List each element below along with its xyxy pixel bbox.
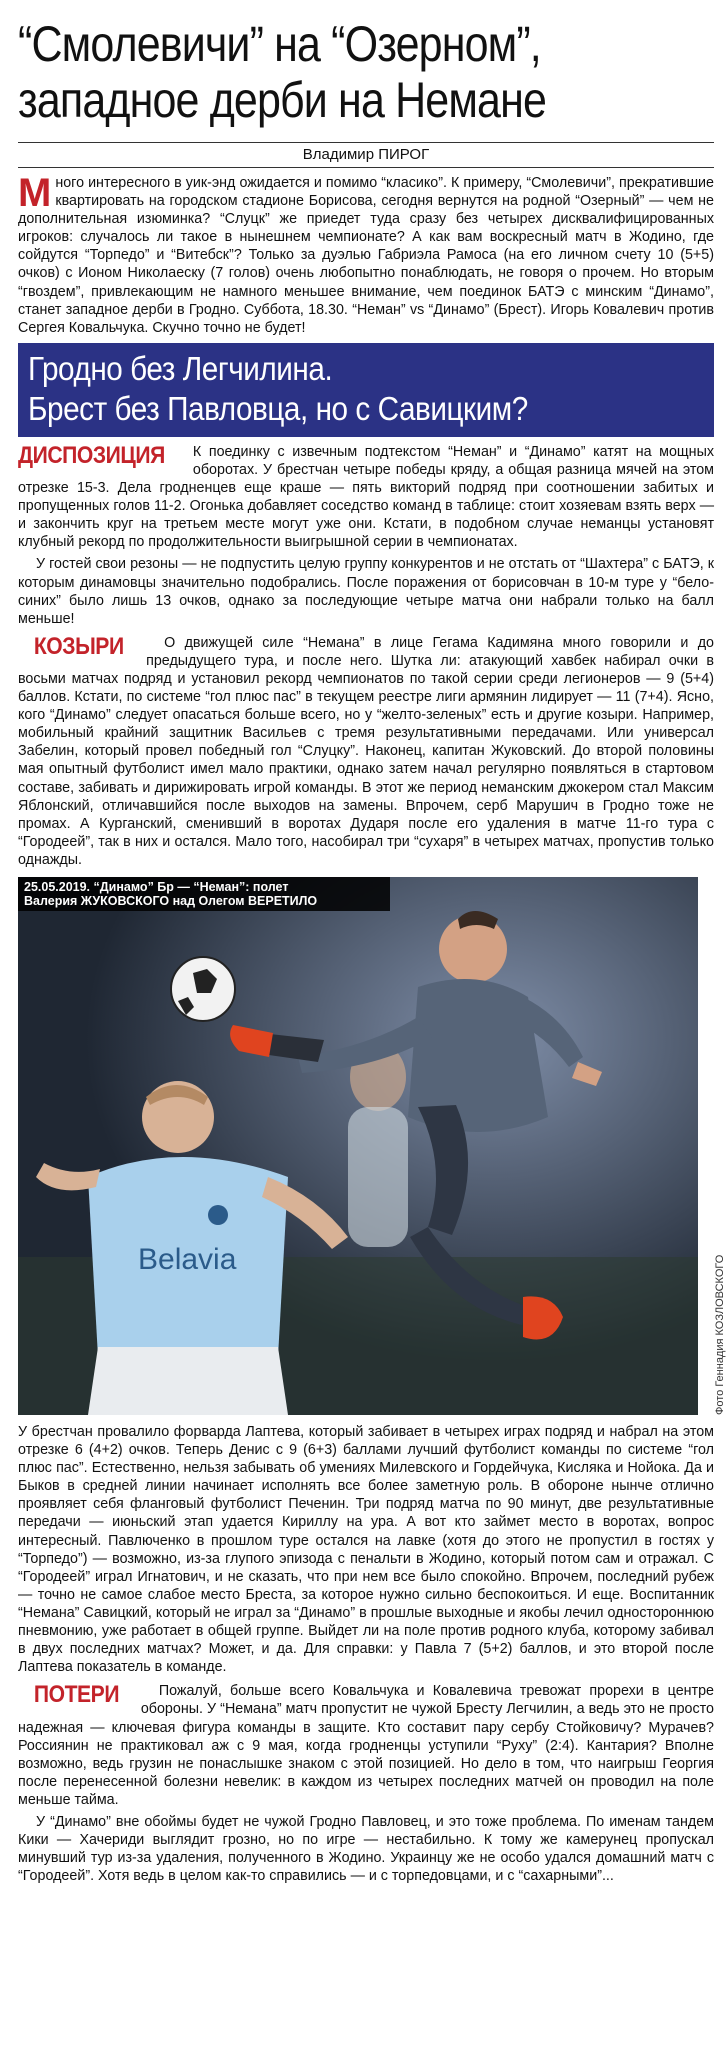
headline-line-2: западное дерби на Немане bbox=[18, 72, 547, 128]
headline-line-1: “Смолевичи” на “Озерном”, bbox=[18, 16, 541, 72]
intro-paragraph bbox=[18, 171, 714, 337]
losses-text-1: Пожалуй, больше всего Ковальчука и Ковалевича тревожат прорехи в центре обороны. У “Немана” матч пропустит не чужой Бресту Легчилин, а ведь это не просто надежная — ключевая фигура команды в защите. Кто составит пару сербу Стойковичу? Мурачев? Россиянин не практиковал аж с 9 мая, когда гродненцы уступили “Руху” (2:4). Кантария? Вполне возможно, ведь грузин не понаслышке знаком с этой позицией. Но дело в том, что наигрыш Георгия после перенесенной болезни невелик: в каждом из четырех последних матчей он проводил на поле меньше тайма. bbox=[18, 1683, 714, 1808]
subheadline-banner bbox=[18, 343, 714, 437]
disposition-paragraph-2: У гостей свои резоны — не подпустить целую группу конкурентов и не отстать от “Шахтера” с БАТЭ, к которым динамовцы значительно подобрались. После поражения от борисовчан в 10-м туре у “бело-синих” было лишь 13 очков, однако за последующие четыре матча они набрали только на балл меньше! bbox=[18, 556, 714, 627]
photo-credit-text: Фото Геннадия КОЗЛОВСКОГО bbox=[714, 1254, 726, 1415]
section3-paragraph: У брестчан провалило форварда Лаптева, который забивает в четырех играх подряд и набрал на этом отрезке 6 (4+2) очков. Теперь Денис с 9 (6+3) баллами лучший футболист команды по системе “гол плюс пас”. Естественно, нельзя забывать об умениях Милевского и Гордейчука, Кисляка и Нойока. Да и Быков в средней линии начинает исполнять все более заметную роль. В обороне нынче отлично проявляет себя фланговый футболист Печенин. Три подряд матча по 90 минут, две результативные передачи — июньский этап удается Кириллу на ура. А вот кто займет место в воротах, вопрос интересный. Павлюченко в прошлом туре остался на лавке (хотя до этого не пропустил в гостях у “Торпедо”) — возможно, из-за глупого эпизода с пенальти в Жодино, который потом сам и отражал. С “Городеей” играл Игнатович, и не сказать, что при нем все было спокойно. Впрочем, последний рубеж — точно не самое слабое место Бреста, за которое нужно сильно беспокоиться. И еще. Воспитанник “Немана” Савицкий, который не играл за “Динамо” в прошлые выходные и якобы лечил одностороннюю пневмонию, уже работает в общей группе. Выйдет ли на поле против родного клуба, которому забивал в двух последних матчах? Может, и да. Для справки: у Павла 7 (5+2) баллов, и это второй после Лаптева показатель в команде. bbox=[18, 1424, 714, 1676]
shirt-sponsor-text: Belavia bbox=[138, 1243, 237, 1276]
headline bbox=[18, 16, 706, 128]
disposition-text-1: К поединку с извечным подтекстом “Неман” и “Динамо” катят на мощных оборотах. У брестчан четыре победы кряду, а общая разница мячей на этом отрезке 15-3. Дела гродненцев еще краше — пять викторий подряд при соотношении забитых и пропущенных голов 11-2. Огонька добавляет соседство команд в таблице: стоит хозяевам взять верх — и закончить круг на третьем месте могут уже они. Кстати, в подобном случае неманцы установят клубный рекорд по продолжительности выигрышной серии в чемпионатах. bbox=[18, 443, 714, 551]
byline-rule bbox=[18, 167, 714, 168]
kicker-trumps: КОЗЫРИ bbox=[33, 632, 124, 660]
photo-caption-line-1: 25.05.2019. “Динамо” Бр — “Неман”: полет bbox=[24, 880, 289, 894]
photo-block bbox=[18, 877, 726, 1415]
losses-paragraph-1 bbox=[18, 1682, 714, 1809]
photo-illustration bbox=[18, 877, 698, 1415]
photo-caption bbox=[18, 877, 390, 911]
banner-line-2: Брест без Павловца, но с Савицким? bbox=[28, 389, 528, 427]
banner-line-1: Гродно без Легчилина. bbox=[28, 349, 333, 387]
top-rule bbox=[18, 142, 714, 143]
byline: Владимир ПИРОГ bbox=[302, 146, 430, 163]
kicker-losses: ПОТЕРИ bbox=[33, 1681, 120, 1709]
intro-text: ного интересного в уик-энд ожидается и помимо “класико”. К примеру, “Смолевичи”, прекратившие квартировать на городском стадионе Борисова, сегодня вернутся на родной “Озерный” — чем не дополнительная изюминка? “Слуцк” же приедет туда сразу без четырех дисквалифицированных игроков: случалось ли такое в нынешнем чемпионате? А как вам воскресный матч в Жодино, где сойдутся “Торпедо” и “Витебск”? Только за дуэлью Габриэла Рамоса (на его личном счету 10 (5+5) очков) с Ионом Николаеску (7 голов) очень любопытно понаблюдать, не говоря о прочем. Но вторым “гвоздем”, привлекающим не намного меньшее внимание, чем поединок БАТЭ с минским “Динамо”, станет западное дерби в Гродно. Суббота, 18.30. “Неман” vs “Динамо” (Брест). Игорь Ковалевич против Сергея Ковальчука. Скучно точно не будет! bbox=[18, 175, 714, 336]
losses-paragraph-2: У “Динамо” вне обоймы будет не чужой Гродно Павловец, и это тоже проблема. По именам тандем Кики — Хачериди выглядит грозно, но по игре — нестабильно. К тому же камерунец пропускал минувший тур из-за удаления, полученного в Жодино. Украинцу же не особо удался домашний матч с “Городеей”. Хотя ведь в целом как-то справились — и с торпедовцами, и с “сахарными”... bbox=[18, 1813, 714, 1885]
trumps-text: О движущей силе “Немана” в лице Гегама Кадимяна много говорили и до предыдущего тура, и после него. Шутка ли: атакующий хавбек набирал очки в восьми матчах подряд и установил рекорд чемпионатов по такой серии среди легионеров — 9 (5+4) баллов. Кстати, по системе “гол плюс пас” в текущем реестре лиги армянин лидирует — 11 (7+4). Ясно, кого “Динамо” следует опасаться больше всего, но у “желто-зеленых” есть и другие козыри. Например, мобильный крайний защитник Васильев с тремя результативными передачами. Или универсал Забелин, который провел победный гол “Слуцку”. Наконец, капитан Жуковский. До второй половины мая опытный футболист имел мало практики, однако затем начал регулярно появляться в стартовом составе, забивать и дирижировать игрой команды. В этот же период неманским джокером стал Максим Яблонский, отличавшийся после выходов на замены. Впрочем, серб Марушич в Гродно тоже не промах. А Курганский, сменивший в воротах Дударя после его удаления в матче 11-го тура с “Городеей”, так в них и остался. Мало того, насобирал три “сухаря” в четырех матчах, пропустив только однажды. bbox=[18, 634, 714, 868]
kicker-disposition: ДИСПОЗИЦИЯ bbox=[18, 441, 165, 469]
photo-caption-line-2: Валерия ЖУКОВСКОГО над Олегом ВЕРЕТИЛО bbox=[24, 894, 318, 908]
match-photo bbox=[18, 877, 698, 1415]
trumps-paragraph bbox=[18, 634, 714, 869]
photo-credit bbox=[712, 1177, 728, 1415]
article-page bbox=[0, 16, 728, 2049]
disposition-paragraph-1 bbox=[18, 443, 714, 552]
drop-cap: М bbox=[18, 171, 52, 215]
